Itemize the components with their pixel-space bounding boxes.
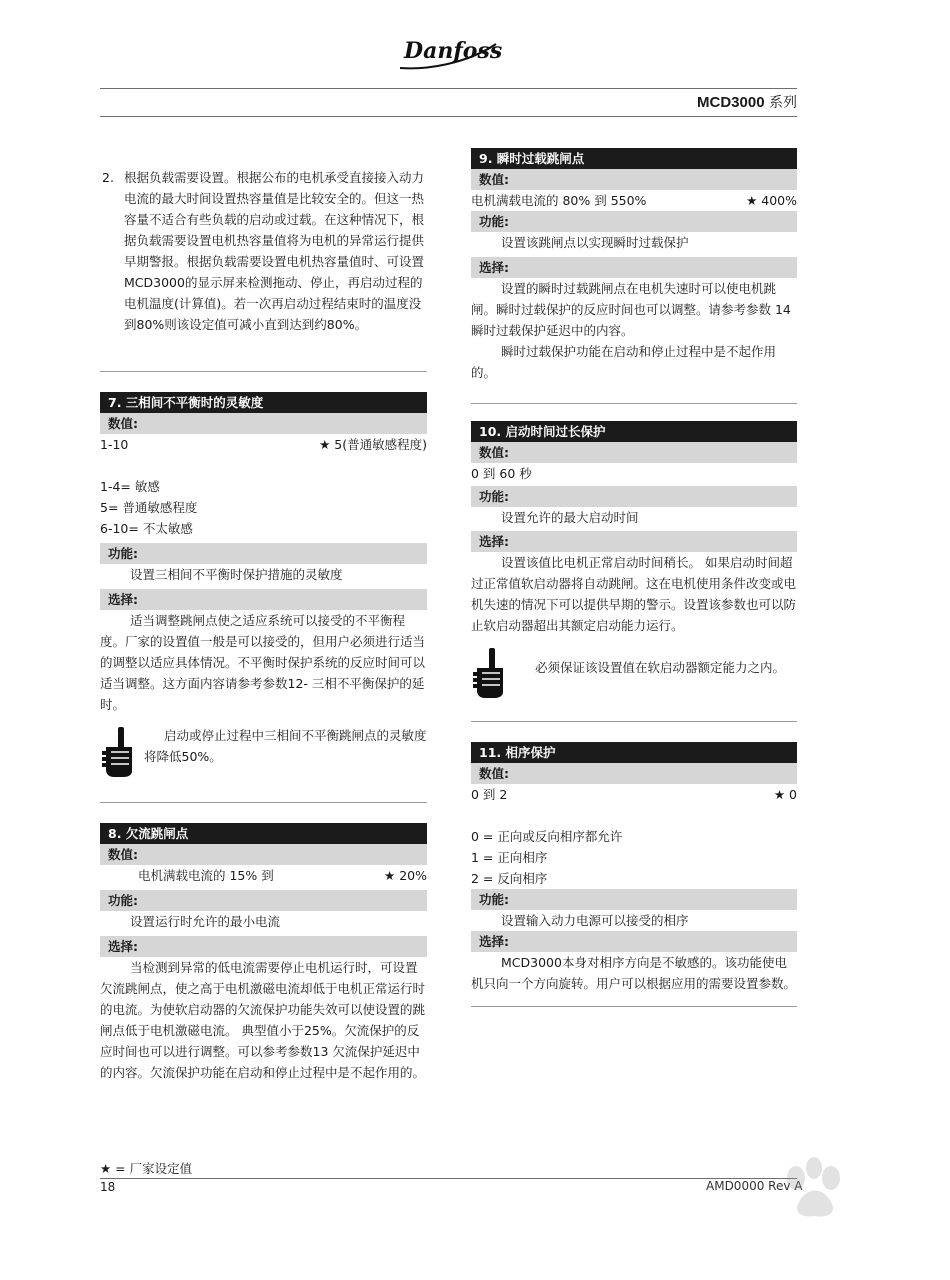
param-7-level-0: 1-4= 敏感	[100, 479, 160, 494]
param-9-function-label: 功能:	[471, 211, 797, 232]
param-11-value-label: 数值:	[471, 763, 797, 784]
param-9-value-row	[471, 190, 797, 211]
pointing-hand-icon	[471, 646, 511, 700]
param-11-select-text: MCD3000本身对相序方向是不敏感的。该功能使电机只向一个方向旋转。用户可以根据应用的需要设置参数。	[471, 955, 797, 991]
param-10-note-text: 必须保证该设置值在软启动器额定能力之内。	[535, 660, 786, 675]
param-9-select-label: 选择:	[471, 257, 797, 278]
param-11-function-text: 设置输入动力电源可以接受的相序	[501, 913, 689, 928]
param-11-default: ★ 0	[773, 787, 797, 802]
param-10-function-text: 设置允许的最大启动时间	[501, 510, 639, 525]
param-7-note	[100, 725, 427, 781]
param-8-select-text: 当检测到异常的低电流需要停止电机运行时，可设置欠流跳闸点，使之高于电机激磁电流却低于电机正常运行时的电流。为使软启动器的欠流保护功能失效可以使设置的跳闸点低于电机激磁电流。 典型值小于25%。欠流保护的反应时间也可以进行调整。可以参考参数13 欠流保护延迟中的内容。欠流保护功能在启动和停止过程中是不起作用的。	[100, 960, 426, 1080]
param-10-function-label: 功能:	[471, 486, 797, 507]
param-9-range: 电机满载电流的 80% 到 550%	[471, 193, 647, 208]
intro-item-number: 2.	[102, 170, 114, 185]
page-number: 18	[100, 1180, 116, 1194]
param-7-note-text: 启动或停止过程中三相间不平衡跳闸点的灵敏度将降低50%。	[144, 728, 427, 764]
param-10-title: 10. 启动时间过长保护	[471, 421, 797, 442]
param-8-select-label: 选择:	[100, 936, 427, 957]
param-7-level-1: 5= 普通敏感程度	[100, 500, 198, 515]
left-column	[100, 167, 427, 335]
series-suffix: 系列	[769, 95, 797, 111]
param-9-function-text: 设置该跳闸点以实现瞬时过载保护	[501, 235, 689, 250]
param-7-select-label: 选择:	[100, 589, 427, 610]
param-9	[471, 148, 797, 383]
watermark	[668, 1148, 908, 1268]
param-7-range: 1-10	[100, 437, 129, 452]
param-11-range: 0 到 2	[471, 787, 508, 802]
param-7-default: ★ 5(普通敏感程度)	[319, 437, 427, 452]
param-9-default: ★ 400%	[746, 193, 797, 208]
param-7-function-label: 功能:	[100, 543, 427, 564]
param-9-value-label: 数值:	[471, 169, 797, 190]
legend-factory-default: ★ = 厂家设定值	[100, 1161, 193, 1176]
param-7-value-label: 数值:	[100, 413, 427, 434]
param-8-title: 8. 欠流跳闸点	[100, 823, 427, 844]
param-11-select-label: 选择:	[471, 931, 797, 952]
param-7-value-row	[100, 434, 427, 455]
series-model: MCD3000	[697, 94, 765, 111]
danfoss-logo	[396, 30, 502, 74]
param-9-select-text-2: 瞬时过载保护功能在启动和停止过程中是不起作用的。	[471, 344, 777, 380]
param-7-function-text: 设置三相间不平衡时保护措施的灵敏度	[130, 567, 343, 582]
param-11-value-row	[471, 784, 797, 805]
param-7-level-2: 6-10= 不太敏感	[100, 521, 193, 536]
param-8	[100, 802, 427, 1083]
param-11-option-2: 2 = 反向相序	[471, 871, 548, 886]
pointing-hand-icon	[100, 725, 140, 779]
param-11-option-0: 0 = 正向或反向相序都允许	[471, 829, 623, 844]
param-11-function-label: 功能:	[471, 889, 797, 910]
header-rule-bottom	[100, 116, 797, 117]
param-8-value-label: 数值:	[100, 844, 427, 865]
param-7-title: 7. 三相间不平衡时的灵敏度	[100, 392, 427, 413]
divider	[471, 1006, 797, 1007]
param-8-value-row	[100, 865, 427, 886]
intro-item-text: 根据负载需要设置。根据公布的电机承受直接接入动力电流的最大时间设置热容量值是比较安全的。但这一热容量不适合有些负载的启动或过载。在这种情况下，根据负载需要设置电机热容量值将为电机的异常运行提供早期警报。根据负载需要设置电机热容量值时、可设置MCD3000的显示屏来检测拖动、停止，再启动过程的电机温度(计算值)。若一次再启动过程结束时的温度没到80%则该设定值可减小直到达到约80%。	[124, 170, 425, 332]
param-11	[471, 721, 797, 1007]
param-8-function-label: 功能:	[100, 890, 427, 911]
logo-wordmark: Danfoss	[404, 38, 502, 64]
intro-item	[100, 167, 427, 335]
header-rule-top	[100, 88, 797, 89]
param-8-default: ★ 20%	[384, 868, 427, 883]
param-10-value-label: 数值:	[471, 442, 797, 463]
series-title	[697, 93, 797, 113]
param-11-title: 11. 相序保护	[471, 742, 797, 763]
param-9-title: 9. 瞬时过载跳闸点	[471, 148, 797, 169]
param-10	[471, 403, 797, 702]
param-7-select-text: 适当调整跳闸点使之适应系统可以接受的不平衡程度。厂家的设置值一般是可以接受的，但用户必须进行适当的调整以适应具体情况。不平衡时保护系统的反应时间可以适当调整。这方面内容请参考参数12- 三相不平衡保护的延时。	[100, 613, 426, 712]
param-8-function-text: 设置运行时允许的最小电流	[130, 914, 281, 929]
param-8-range: 电机满载电流的 15% 到	[138, 868, 274, 883]
param-10-note	[471, 646, 797, 702]
param-10-select-label: 选择:	[471, 531, 797, 552]
param-10-select-text: 设置该值比电机正常启动时间稍长。 如果启动时间超过正常值软启动器将自动跳闸。这在电机使用条件改变或电机失速的情况下可以提供早期的警示。设置该参数也可以防止软启动器超出其额定启动能力运行。	[471, 555, 797, 633]
param-7	[100, 371, 427, 781]
param-11-option-1: 1 = 正向相序	[471, 850, 548, 865]
document-code: AMD0000 Rev A	[706, 1179, 803, 1193]
param-9-select-text: 设置的瞬时过载跳闸点在电机失速时可以使电机跳闸。瞬时过载保护的反应时间也可以调整。请参考参数 14 瞬时过载保护延迟中的内容。	[471, 281, 791, 338]
param-10-range: 0 到 60 秒	[471, 466, 532, 481]
